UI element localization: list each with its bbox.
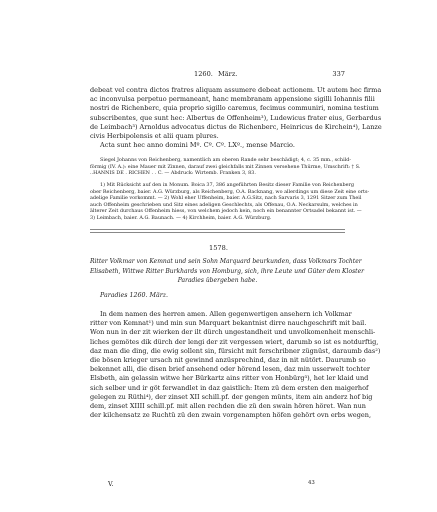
text-line: Acta sunt hec anno domini Mº. Cº. Cº. LXº., mense Marcio. [100,141,295,150]
seal-note [90,157,361,177]
footnotes [90,182,370,222]
seal-note-line: förmig (IV. A.): eine Mauer mit Zinnen, darauf zwei gleichfalls mit Zinnen versehene Thürme, Umschrift: † S. [90,163,361,170]
footnote-line: 3) Leimbach, baier. A.G. Baunach. — 4) Kirchheim, baier. A.G. Würzburg. [90,214,272,221]
signature-volume: V. [108,480,114,488]
text-line: civis Herbipolensis et alii quam plures. [90,132,219,141]
footnote-line: ober Reichenberg, baier. A.G. Würzburg, als Reichenberg, O.A. Backnang, wo allerdings um diese Zeit eine orts- [90,188,370,195]
running-header [90,70,345,82]
text-line: nostri de Richenberc, quia proprio sigillo caremus, fecimus communiri, nomina testium [90,104,379,113]
header-month: März. [218,70,238,78]
text-line: In dem namen des herren amen. Allen gegenwertigen ansehern ich Volkmar [100,310,352,318]
section-divider [90,232,345,233]
footnote-line: adelige Familie vorkommt. — 2) Wohl eher Uffenheim, baier. A.G.Sitz, nach Sarvaris 3, 1291 Sitzer zum Theil [90,195,362,202]
text-line: bekennet alli, die disen brief ansehend oder hörend lesen, daz min usserwelt tochter [90,365,371,374]
text-line: dem, zinset XIIII schill.pf. mit allen rechden die zü den swain hören höret. Wan nun [90,402,366,411]
text-line: gelegen zu Rüthi⁴), der zinset XII schill.pf. der gengen münts, item ain anderz hof big [90,392,373,401]
text-line: liches gemötes dik dürch der lengi der zit vergessen wiert, darumb so ist es notdurftig, [90,337,379,346]
text-line: de Leimbach³) Arnoldus advocatus dictus de Richenberc, Heinricus de Kirchein⁴), Lanze [90,122,382,131]
header-year: 1260. [194,70,213,78]
text-line: der kilchensatz ze Ruchtü zü den zwain vorgenampten höfen gehört ovn erbs wegen, [90,411,372,420]
text-line: sich selber und ir göt ferwandlet in daz gaistlich: Item zü dem ersten den maigerhof [90,383,369,392]
seal-note-line: ..HANNIS DE . RICHEN . . C. — Abdruck: Wirtemb. Franken 3, 83. [90,170,256,177]
regest [90,257,364,286]
regest-line: Elisabeth, Wittwe Ritter Burkhards von Homburg, sich, ihre Leute und Güter dem Kloster [90,267,364,275]
footnote-line: älterer Zeit durchaus Offenheim hiess, von welchem jedoch kein, noch ein benannter Ortsadel bekannt ist. — [90,208,362,215]
regest-line: Ritter Volkmar von Kemnat und sein Sohn Marquard beurkunden, dass Volkmars Tochter [90,258,362,265]
document-number: 1578. [209,244,228,252]
page-number: 337 [332,70,345,78]
bottom-text-block [90,310,381,420]
regest-line: Paradies übergeben habe. [177,277,258,285]
text-line: daz man die ding, die ewig sollent sin, fürsicht mit ferschribner zügnüst, daraumb das²) [90,346,381,355]
text-line: subscribentes, que sunt hec: Albertus de Offenheim³), Ludewicus frater eius, Gerbardus [90,113,382,122]
text-line: debeat vel contra dictos fratres aliquam assumere debeat actionem. Ut autem hec firma [90,86,382,94]
seal-note-line: Siegel Johanns von Reichenberg, namentlich am oberen Rande sehr beschädigt; 4, c. 35 mm., schild- [100,157,351,163]
signature-sheet: 43 [308,480,315,486]
text-line: ac inconvulsa perpetuo permaneant, hanc membranam appensione sigilli Iohannis filii [90,95,375,104]
text-line: ritter von Kemnat¹) und min sun Marquart bekantnist dirre nauchgeschrift mit bail. [90,319,367,328]
section-divider [90,229,345,230]
footnote-line: auch Offenheim geschrieben und Sitz eines adeligen Geschlechts, als Offenau, O.A. Neckarsulm, welches in [90,201,358,208]
text-line: Won nun in der zit wierken der ilt dürch ungestandheit und unvolkomenheit menschli- [90,328,376,337]
top-text-block [90,86,382,150]
document-date: Paradies 1260. März. [100,292,169,299]
text-line: Elsbeth, ain gelassin witwe her Bürkartz ains ritter von Honbürg³), het ler klaid und [90,374,369,383]
footnote-line: 1) Mit Rücksicht auf den in Monum. Boica 37, 386 angeführten Besitz dieser Familie von Reichenberg [100,182,355,188]
text-line: die bösen krieger ursach nit gewinnd anzüsprechind, daz in nit nütört. Daurumb so [90,356,366,365]
